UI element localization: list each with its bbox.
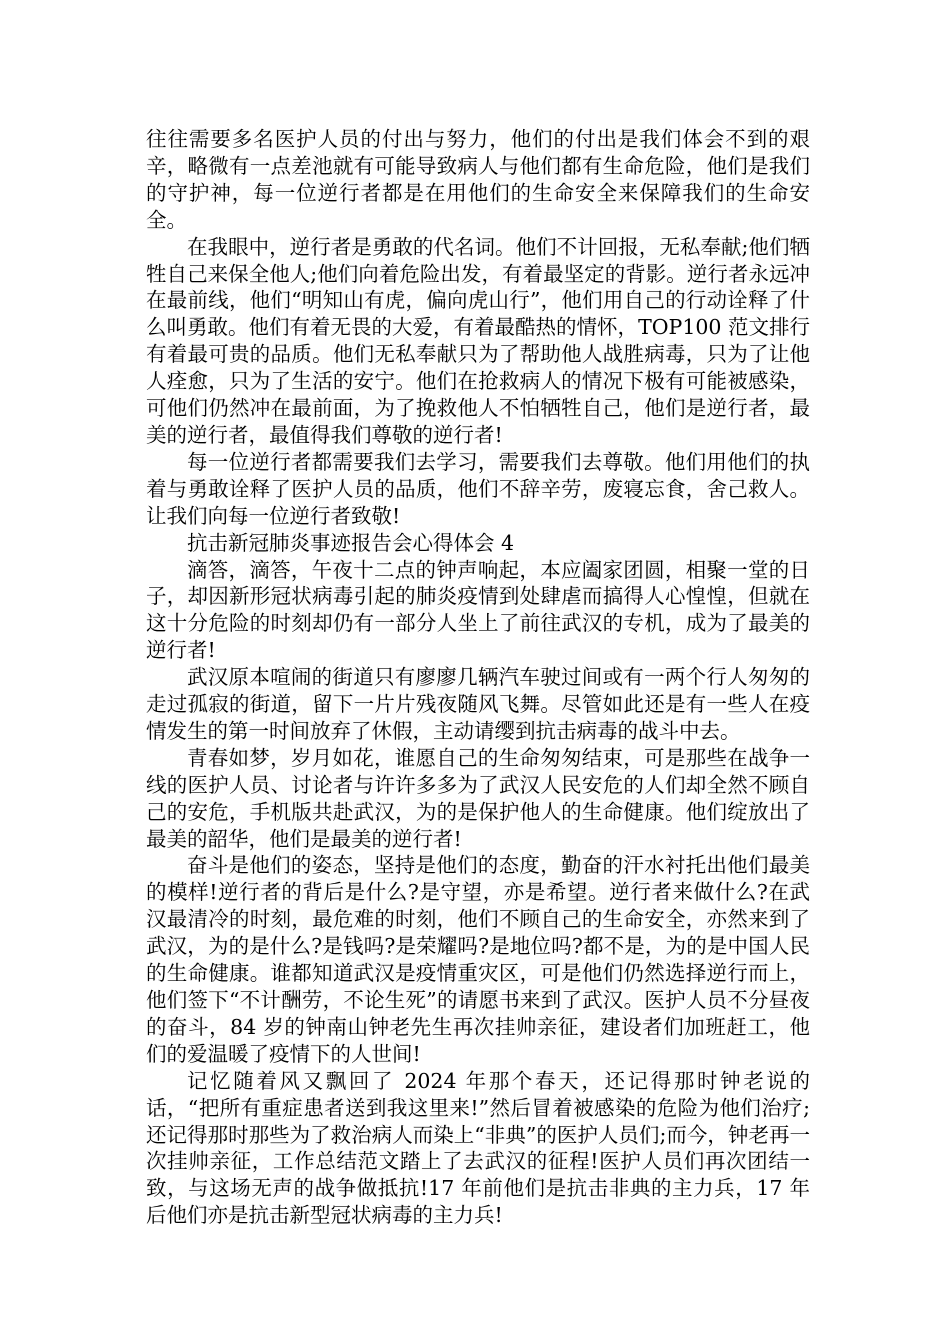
paragraph: 每一位逆行者都需要我们去学习，需要我们去尊敬。他们用他们的执着与勇敢诠释了医护人员的品质，他们不辞辛劳，废寝忘食，舍己救人。让我们向每一位逆行者致敬! xyxy=(146,449,810,528)
document-body xyxy=(146,126,810,1229)
paragraph: 青春如梦，岁月如花，谁愿自己的生命匆匆结束，可是那些在战争一线的医护人员、讨论者与许许多多为了武汉人民安危的人们却全然不顾自己的安危，手机版共赴武汉，为的是保护他人的生命健康。他们绽放出了最美的韶华，他们是最美的逆行者! xyxy=(146,745,810,851)
paragraph: 武汉原本喧闹的街道只有廖廖几辆汽车驶过间或有一两个行人匆匆的走过孤寂的街道，留下一片片残夜随风飞舞。尽管如此还是有一些人在疫情发生的第一时间放弃了休假，主动请缨到抗击病毒的战斗中去。 xyxy=(146,665,810,743)
paragraph: 往往需要多名医护人员的付出与努力，他们的付出是我们体会不到的艰辛，略微有一点差池就有可能导致病人与他们都有生命危险，他们是我们的守护神，每一位逆行者都是在用他们的生命安全来保障我们的生命安全。 xyxy=(146,127,810,232)
paragraph: 记忆随着风又飘回了 2024 年那个春天，还记得那时钟老说的话，“把所有重症患者送到我这里来!”然后冒着被感染的危险为他们治疗;还记得那时那些为了救治病人而染上“非典”的医护人员们;而今，钟老再一次挂帅亲征，工作总结范文踏上了去武汉的征程!医护人员们再次团结一致，与这场无声的战争做抵抗!17 年前他们是抗击非典的主力兵，17 年后他们亦是抗击新型冠状病毒的主力兵! xyxy=(146,1068,810,1228)
paragraph: 滴答，滴答，午夜十二点的钟声响起，本应阖家团圆，相聚一堂的日子，却因新形冠状病毒引起的肺炎疫情到处肆虐而搞得人心惶惶，但就在这十分危险的时刻却仍有一部分人坐上了前往武汉的专机，成为了最美的逆行者! xyxy=(146,557,810,663)
paragraph: 在我眼中，逆行者是勇敢的代名词。他们不计回报，无私奉献;他们牺牲自己来保全他人;他们向着危险出发，有着最坚定的背影。逆行者永远冲在最前线，他们“明知山有虎，偏向虎山行”，他们用自己的行动诠释了什么叫勇敢。他们有着无畏的大爱，有着最酷热的情怀，TOP100 范文排行有着最可贵的品质。他们无私奉献只为了帮助他人战胜病毒，只为了让他人痊愈，只为了生活的安宁。他们在抢救病人的情况下极有可能被感染，可他们仍然冲在最前面，为了挽救他人不怕牺牲自己，他们是逆行者，最美的逆行者，最值得我们尊敬的逆行者! xyxy=(146,234,810,447)
section-heading: 抗击新冠肺炎事迹报告会心得体会 4 xyxy=(187,530,515,555)
paragraph: 奋斗是他们的姿态，坚持是他们的态度，勤奋的汗水衬托出他们最美的模样!逆行者的背后是什么?是守望，亦是希望。逆行者来做什么?在武汉最清冷的时刻，最危难的时刻，他们不顾自己的生命安全，亦然来到了武汉，为的是什么?是钱吗?是荣耀吗?是地位吗?都不是，为的是中国人民的生命健康。谁都知道武汉是疫情重灾区，可是他们仍然选择逆行而上，他们签下“不计酬劳，不论生死”的请愿书来到了武汉。医护人员不分昼夜的奋斗，84 岁的钟南山钟老先生再次挂帅亲征，建设者们加班赶工，他们的爱温暖了疫情下的人世间! xyxy=(146,853,810,1066)
